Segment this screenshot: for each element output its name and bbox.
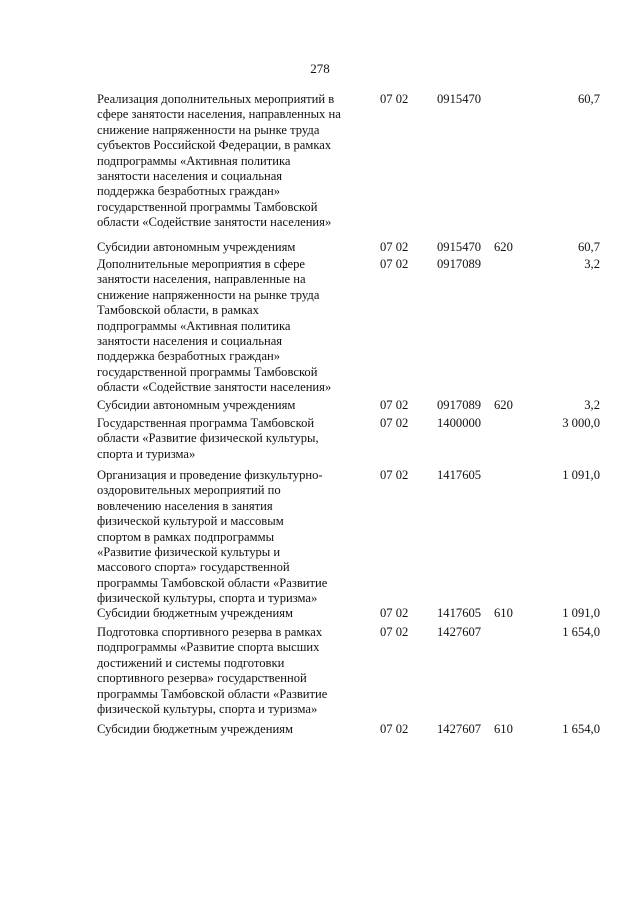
table-row: [0, 722, 640, 740]
row-sum: 1 091,0: [562, 468, 600, 482]
row-code: 0915470: [437, 92, 482, 106]
row-expense-type: 620: [494, 398, 513, 412]
row-description: Субсидии автономным учреждениям: [97, 240, 296, 254]
row-sum: 3,2: [584, 398, 600, 412]
table-row: [0, 398, 640, 416]
row-code: 1417605: [437, 468, 482, 482]
row-code: 1417605: [437, 606, 482, 620]
row-code: 1400000: [437, 416, 482, 430]
row-code: 0917089: [437, 257, 482, 271]
budget-table: [0, 92, 640, 740]
row-section: 07 02: [380, 416, 409, 430]
row-code: 1427607: [437, 722, 482, 736]
row-expense-type: 610: [494, 606, 513, 620]
row-expense-type: 610: [494, 722, 513, 736]
row-description: Организация и проведение физкультурно- оздоровительных мероприятий по вовлечению населения в занятия физической культурой и массовым спортом в рамках подпрограммы «Развитие физической культуры и массового спорта» государственной программы Тамбовской области «Развитие физической культуры, спорта и туризма»: [97, 468, 328, 606]
row-section: 07 02: [380, 468, 409, 482]
row-sum: 1 654,0: [562, 722, 600, 736]
table-row: [0, 416, 640, 468]
row-description: Реализация дополнительных мероприятий в сфере занятости населения, направленных на снижение напряженности на рынке труда субъектов Российской Федерации, в рамках подпрограммы «Активная политика занятости населения и социальная поддержка безработных граждан» государственной программы Тамбовской области «Содействие занятости населения»: [97, 92, 341, 230]
row-section: 07 02: [380, 722, 409, 736]
row-code: 0915470: [437, 240, 482, 254]
table-row: [0, 625, 640, 722]
table-row: [0, 468, 640, 606]
table-row: [0, 92, 640, 240]
row-section: 07 02: [380, 398, 409, 412]
row-sum: 1 654,0: [562, 625, 600, 639]
row-expense-type: 620: [494, 240, 513, 254]
page-number: 278: [310, 61, 330, 76]
row-description: Субсидии бюджетным учреждениям: [97, 606, 293, 620]
row-description: Подготовка спортивного резерва в рамках подпрограммы «Развитие спорта высших достижений и системы подготовки спортивного резерва» государственной программы Тамбовской области «Развитие физической культуры, спорта и туризма»: [97, 625, 328, 717]
row-section: 07 02: [380, 240, 409, 254]
row-sum: 3 000,0: [562, 416, 600, 430]
row-description: Субсидии бюджетным учреждениям: [97, 722, 293, 736]
row-sum: 60,7: [577, 92, 600, 106]
row-section: 07 02: [380, 606, 409, 620]
row-code: 1427607: [437, 625, 482, 639]
row-sum: 60,7: [577, 240, 600, 254]
row-section: 07 02: [380, 257, 409, 271]
row-description: Субсидии автономным учреждениям: [97, 398, 296, 412]
table-row: [0, 257, 640, 398]
row-description: Государственная программа Тамбовской области «Развитие физической культуры, спорта и туризма»: [97, 416, 319, 461]
row-description: Дополнительные мероприятия в сфере занятости населения, направленные на снижение напряженности на рынке труда Тамбовской области, в рамках подпрограммы «Активная политика занятости населения и социальная поддержка безработных граждан» государственной программы Тамбовской области «Содействие занятости населения»: [97, 257, 332, 395]
row-section: 07 02: [380, 92, 409, 106]
row-section: 07 02: [380, 625, 409, 639]
table-row: [0, 240, 640, 257]
row-sum: 3,2: [584, 257, 600, 271]
row-code: 0917089: [437, 398, 482, 412]
row-sum: 1 091,0: [562, 606, 600, 620]
table-row: [0, 606, 640, 625]
